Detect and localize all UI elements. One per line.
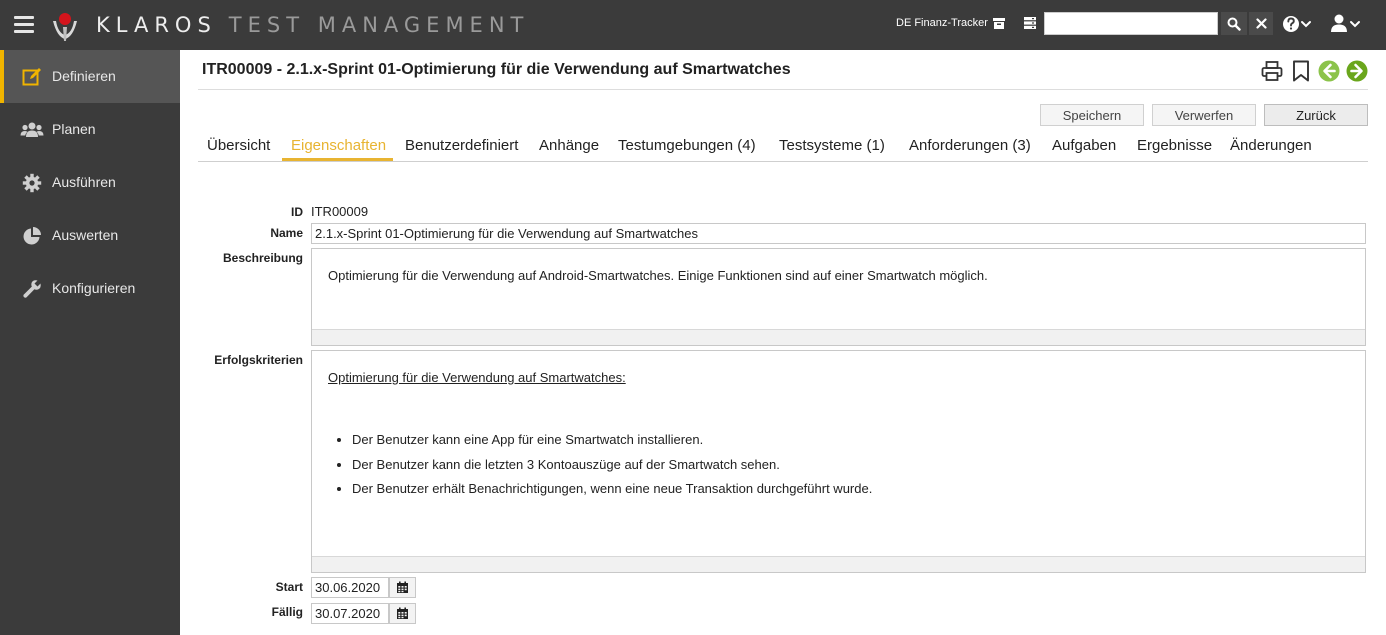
- search-icon: [1227, 17, 1241, 31]
- list-item: • Der Benutzer erhält Benachrichtigungen, wenn eine neue Transaktion durchgeführt wurde.: [352, 480, 872, 505]
- calendar-icon: [396, 607, 409, 620]
- search-input[interactable]: [1044, 12, 1218, 35]
- description-text: Optimierung für die Verwendung auf Android-Smartwatches. Einige Funktionen sind auf einer Smartwatch möglich.: [328, 268, 988, 283]
- list-item: • Der Benutzer kann die letzten 3 Kontoauszüge auf der Smartwatch sehen.: [352, 456, 872, 481]
- start-date-picker-button[interactable]: [389, 577, 416, 598]
- description-editor[interactable]: [311, 248, 1366, 346]
- gear-icon: [22, 173, 42, 193]
- sidebar-item-label: Definieren: [52, 68, 116, 84]
- tab-aenderungen[interactable]: Änderungen: [1230, 137, 1312, 154]
- sidebar-item-konfigurieren[interactable]: [0, 262, 180, 315]
- due-date-picker-button[interactable]: [389, 603, 416, 624]
- back-button[interactable]: Zurück: [1264, 104, 1368, 126]
- name-label: Name: [270, 226, 303, 240]
- previous-arrow-icon[interactable]: [1318, 60, 1340, 82]
- tab-testsysteme[interactable]: Testsysteme (1): [779, 137, 885, 154]
- id-label: ID: [291, 205, 303, 219]
- server-list-icon[interactable]: [1022, 15, 1038, 31]
- page-title: ITR00009 - 2.1.x-Sprint 01-Optimierung für die Verwendung auf Smartwatches: [202, 61, 791, 78]
- id-value: ITR00009: [311, 204, 369, 219]
- brand-primary: KLAROS: [96, 13, 217, 37]
- sidebar-item-auswerten[interactable]: [0, 209, 180, 262]
- clear-search-button[interactable]: [1249, 12, 1273, 35]
- print-icon[interactable]: [1261, 60, 1283, 82]
- tab-anhaenge[interactable]: Anhänge: [539, 137, 600, 154]
- due-date-input[interactable]: [311, 603, 389, 624]
- description-label: Beschreibung: [222, 251, 303, 265]
- sidebar-item-planen[interactable]: [0, 103, 180, 156]
- criteria-heading: Optimierung für die Verwendung auf Smartwatches:: [328, 370, 626, 385]
- project-name[interactable]: DE Finanz-Tracker: [896, 17, 988, 29]
- search-button[interactable]: [1221, 12, 1247, 35]
- tab-bar: [198, 132, 1368, 162]
- tab-benutzerdefiniert[interactable]: Benutzerdefiniert: [405, 137, 519, 154]
- tab-eigenschaften[interactable]: Eigenschaften: [291, 137, 387, 154]
- sidebar: [0, 50, 180, 635]
- pie-chart-icon: [22, 226, 42, 246]
- calendar-icon: [396, 581, 409, 594]
- start-date-input[interactable]: [311, 577, 389, 598]
- start-label: Start: [275, 580, 303, 594]
- hamburger-menu-icon[interactable]: [14, 16, 34, 33]
- sidebar-item-label: Auswerten: [52, 227, 119, 243]
- next-arrow-icon[interactable]: [1346, 60, 1368, 82]
- tab-anforderungen[interactable]: Anforderungen (3): [909, 137, 1031, 154]
- description-editor-statusbar: [312, 329, 1365, 345]
- active-tab-indicator: [282, 158, 393, 161]
- klaros-logo-icon: [47, 7, 83, 43]
- tab-aufgaben[interactable]: Aufgaben: [1052, 137, 1117, 154]
- criteria-editor[interactable]: [311, 350, 1366, 573]
- save-button[interactable]: Speichern: [1040, 104, 1144, 126]
- edit-icon: [22, 67, 42, 87]
- archive-icon[interactable]: [991, 15, 1007, 31]
- sidebar-item-definieren[interactable]: [0, 50, 180, 103]
- due-label: Fällig: [271, 605, 303, 619]
- criteria-editor-statusbar: [312, 556, 1365, 572]
- title-divider: [198, 89, 1368, 90]
- criteria-list: [336, 431, 872, 505]
- brand-title: [96, 12, 529, 38]
- users-icon: [20, 120, 44, 140]
- bookmark-icon[interactable]: [1290, 60, 1312, 82]
- brand-secondary: TEST MANAGEMENT: [228, 13, 530, 37]
- sidebar-item-label: Konfigurieren: [52, 280, 136, 296]
- list-item: • Der Benutzer kann eine App für eine Smartwatch installieren.: [352, 431, 872, 456]
- sidebar-item-label: Ausführen: [52, 174, 116, 190]
- user-menu-icon[interactable]: [1330, 13, 1364, 35]
- top-bar: [0, 0, 1386, 50]
- sidebar-item-ausfuehren[interactable]: [0, 156, 180, 209]
- discard-button[interactable]: Verwerfen: [1152, 104, 1256, 126]
- tab-uebersicht[interactable]: Übersicht: [207, 137, 271, 154]
- tab-testumgebungen[interactable]: Testumgebungen (4): [618, 137, 756, 154]
- sidebar-item-label: Planen: [52, 121, 96, 137]
- tab-ergebnisse[interactable]: Ergebnisse: [1137, 137, 1213, 154]
- close-icon: [1256, 18, 1267, 29]
- criteria-label: Erfolgskriterien: [214, 353, 303, 367]
- help-menu-icon[interactable]: [1282, 13, 1316, 35]
- name-input[interactable]: [311, 223, 1366, 244]
- wrench-icon: [22, 279, 42, 299]
